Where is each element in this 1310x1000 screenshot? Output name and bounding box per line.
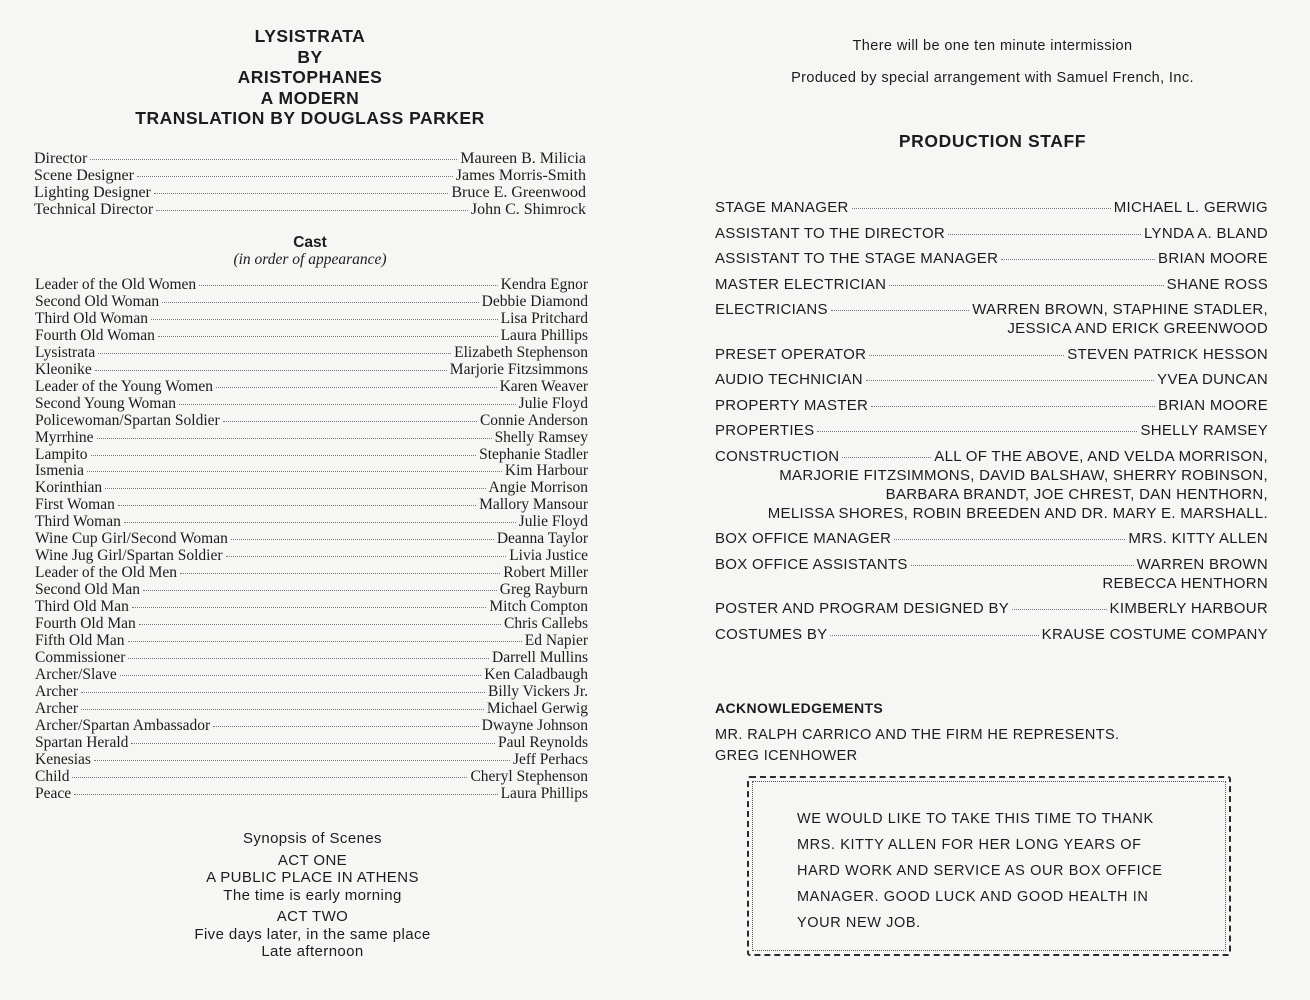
dotted-leader <box>866 380 1154 381</box>
role-label: Archer/Slave <box>35 665 117 683</box>
role-label: Wine Cup Girl/Second Woman <box>35 530 228 548</box>
dotted-leader <box>98 353 451 354</box>
program-notes <box>710 30 1275 94</box>
cast-row <box>35 735 588 752</box>
role-label: Korinthian <box>35 479 103 497</box>
staff-entry <box>715 555 1268 593</box>
person-name: SHANE ROSS <box>1166 275 1268 293</box>
person-name: Shelly Ramsey <box>494 428 588 446</box>
role-label: Leader of the Old Men <box>35 564 178 582</box>
act-one-place: A PUBLIC PLACE IN ATHENS <box>206 869 419 886</box>
person-name: Julie Floyd <box>518 394 588 412</box>
person-name: Debbie Diamond <box>481 292 588 310</box>
staff-entry <box>715 421 1268 440</box>
dotted-leader <box>120 675 481 676</box>
credit-row <box>34 184 586 201</box>
dotted-leader <box>158 336 498 337</box>
act-two-place: Five days later, in the same place <box>194 925 431 943</box>
cast-row <box>35 667 588 684</box>
cast-row <box>35 328 588 345</box>
dotted-leader <box>94 760 510 761</box>
role-label: ASSISTANT TO THE DIRECTOR <box>715 224 946 242</box>
staff-row <box>715 300 1268 319</box>
role-label: Fourth Old Man <box>35 615 136 633</box>
title-line: BY <box>297 46 323 67</box>
role-label: COSTUMES BY <box>715 625 828 643</box>
role-label: BOX OFFICE ASSISTANTS <box>715 555 908 573</box>
dotted-leader <box>226 556 507 557</box>
person-name: STEVEN PATRICK HESSON <box>1067 345 1268 363</box>
person-name: Jeff Perhacs <box>512 750 588 768</box>
role-label: MASTER ELECTRICIAN <box>715 275 887 293</box>
role-label: BOX OFFICE MANAGER <box>715 530 892 547</box>
staff-row <box>715 370 1268 389</box>
act-one-label: ACT ONE <box>277 851 348 869</box>
person-name: KRAUSE COSTUME COMPANY <box>1041 625 1268 643</box>
role-label: Myrrhine <box>35 428 94 446</box>
cast-row <box>35 480 588 497</box>
staff-row <box>715 345 1268 364</box>
dotted-leader <box>231 539 494 540</box>
person-name: Connie Anderson <box>479 411 588 429</box>
person-name: Laura Phillips <box>500 326 588 344</box>
person-name: Deanna Taylor <box>496 530 588 548</box>
person-name: Paul Reynolds <box>498 733 588 751</box>
role-label: Spartan Herald <box>35 733 129 751</box>
dotted-leader <box>180 573 500 574</box>
act-two-time: Late afternoon <box>261 943 364 960</box>
acknowledgement-line: MR. RALPH CARRICO AND THE FIRM HE REPRESENTS. <box>715 727 1120 743</box>
cast-row <box>35 582 588 599</box>
role-label: Archer <box>35 682 79 700</box>
cast-row <box>35 345 588 362</box>
role-label: Second Young Woman <box>35 394 176 412</box>
staff-entry <box>715 198 1268 217</box>
act-one-time: The time is early morning <box>223 886 402 904</box>
dotted-leader <box>213 726 478 727</box>
role-label: POSTER AND PROGRAM DESIGNED BY <box>715 600 1010 617</box>
dotted-leader <box>156 210 468 211</box>
cast-title: Cast <box>293 234 327 251</box>
cast-row <box>35 294 588 311</box>
dotted-leader <box>894 539 1125 540</box>
cast-row <box>35 430 588 447</box>
dotted-leader <box>216 387 497 388</box>
cast-row <box>35 277 588 294</box>
cast-row <box>35 701 588 718</box>
person-name: Lisa Pritchard <box>500 309 588 327</box>
synopsis-of-scenes <box>150 830 475 961</box>
staff-row <box>715 447 1268 466</box>
role-label: First Woman <box>35 496 115 514</box>
role-label: PRESET OPERATOR <box>715 345 867 363</box>
person-name: Julie Floyd <box>518 513 588 531</box>
role-label: PROPERTY MASTER <box>715 396 869 414</box>
dotted-leader <box>911 565 1134 566</box>
staff-entry <box>715 249 1268 268</box>
person-name: Elizabeth Stephenson <box>454 343 588 361</box>
cast-subtitle: (in order of appearance) <box>233 251 387 268</box>
person-name: ALL OF THE ABOVE, AND VELDA MORRISON, <box>934 447 1268 465</box>
cast-row <box>35 531 588 548</box>
title-line: A MODERN <box>260 87 360 108</box>
person-name: BRIAN MOORE <box>1158 250 1268 267</box>
production-staff-list <box>715 198 1268 650</box>
credit-row <box>34 201 586 218</box>
cast-row <box>35 311 588 328</box>
dotted-leader <box>143 590 497 591</box>
person-name: Dwayne Johnson <box>481 716 588 734</box>
person-name: Marjorie Fitzsimmons <box>449 360 588 378</box>
person-name: Ed Napier <box>524 632 588 650</box>
cast-row <box>35 379 588 396</box>
person-name: Michael Gerwig <box>486 699 588 717</box>
person-name: KIMBERLY HARBOUR <box>1109 600 1268 617</box>
dotted-leader <box>831 310 969 311</box>
dotted-leader <box>132 607 487 608</box>
cast-row <box>35 786 588 803</box>
acknowledgement-line: GREG ICENHOWER <box>715 748 858 764</box>
role-label: Lysistrata <box>35 343 96 361</box>
person-name: BRIAN MOORE <box>1158 396 1268 414</box>
credit-row <box>34 167 586 184</box>
cast-row <box>35 718 588 735</box>
cast-row <box>35 497 588 514</box>
left-page <box>0 0 640 1000</box>
staff-row <box>715 198 1268 217</box>
dotted-leader <box>131 743 495 744</box>
staff-continuation: REBECCA HENTHORN <box>1102 574 1268 592</box>
thank-you-line: YOUR NEW JOB. <box>797 915 921 931</box>
dotted-leader <box>852 208 1111 209</box>
person-name: SHELLY RAMSEY <box>1140 422 1268 439</box>
person-name: Angie Morrison <box>488 479 588 497</box>
role-label: Second Old Woman <box>35 292 160 310</box>
person-name: Kim Harbour <box>504 462 588 480</box>
play-title <box>120 26 500 129</box>
dotted-leader <box>869 355 1064 356</box>
dotted-leader <box>118 505 476 506</box>
cast-row <box>35 548 588 565</box>
cast-row <box>35 650 588 667</box>
thank-you-line: WE WOULD LIKE TO TAKE THIS TIME TO THANK <box>797 811 1154 827</box>
person-name: WARREN BROWN, STAPHINE STADLER, <box>972 301 1268 318</box>
person-name: Billy Vickers Jr. <box>488 682 588 700</box>
staff-row <box>715 224 1268 243</box>
staff-entry <box>715 625 1268 644</box>
staff-entry <box>715 396 1268 415</box>
person-name: LYNDA A. BLAND <box>1144 224 1268 242</box>
dotted-leader <box>74 794 497 795</box>
person-name: Greg Rayburn <box>499 581 588 599</box>
thank-you-line: MRS. KITTY ALLEN FOR HER LONG YEARS OF <box>797 837 1142 853</box>
staff-row <box>715 396 1268 415</box>
cast-row <box>35 565 588 582</box>
staff-row <box>715 599 1268 618</box>
person-name: YVEA DUNCAN <box>1157 371 1268 388</box>
role-label: STAGE MANAGER <box>715 199 849 216</box>
cast-row <box>35 463 588 480</box>
cast-row <box>35 616 588 633</box>
role-label: Third Old Man <box>35 598 129 616</box>
person-name: WARREN BROWN <box>1136 555 1268 573</box>
dotted-leader <box>842 457 931 458</box>
staff-row <box>715 555 1268 574</box>
dotted-leader <box>223 421 477 422</box>
dotted-leader <box>199 285 497 286</box>
dotted-leader <box>1001 259 1155 260</box>
person-name: Mallory Mansour <box>479 496 588 514</box>
acknowledgements-title: ACKNOWLEDGEMENTS <box>715 700 884 716</box>
staff-row <box>715 275 1268 294</box>
acknowledgements-body <box>715 725 1119 767</box>
role-label: Fifth Old Man <box>35 632 125 650</box>
role-label: Archer/Spartan Ambassador <box>35 716 211 734</box>
cast-row <box>35 684 588 701</box>
dotted-leader <box>830 635 1038 636</box>
person-name: Maureen B. Milicia <box>460 150 586 167</box>
staff-entry <box>715 529 1268 548</box>
dotted-leader <box>154 193 449 194</box>
dotted-leader <box>95 370 447 371</box>
role-label: Wine Jug Girl/Spartan Soldier <box>35 547 223 565</box>
person-name: Mitch Compton <box>489 598 588 616</box>
person-name: Bruce E. Greenwood <box>451 184 586 201</box>
act-two-label: ACT TWO <box>276 908 349 925</box>
cast-row <box>35 396 588 413</box>
staff-entry <box>715 224 1268 243</box>
role-label: Lighting Designer <box>34 184 151 201</box>
dotted-leader <box>889 285 1163 286</box>
person-name: MRS. KITTY ALLEN <box>1128 530 1268 547</box>
creative-credits <box>34 150 586 218</box>
role-label: Ismenia <box>35 462 85 480</box>
dotted-leader <box>128 641 522 642</box>
person-name: Chris Callebs <box>504 615 588 633</box>
staff-row <box>715 529 1268 548</box>
staff-row <box>715 421 1268 440</box>
dotted-leader <box>91 455 477 456</box>
dotted-leader <box>90 159 457 160</box>
role-label: Leader of the Old Women <box>35 276 197 293</box>
thank-you-box <box>747 776 1231 956</box>
person-name: Robert Miller <box>503 564 588 582</box>
role-label: Third Woman <box>35 513 121 531</box>
role-label: ELECTRICIANS <box>715 301 828 318</box>
person-name: MICHAEL L. GERWIG <box>1113 199 1268 216</box>
cast-row <box>35 752 588 769</box>
dotted-leader <box>105 488 485 489</box>
dotted-leader <box>87 471 502 472</box>
cast-row <box>35 599 588 616</box>
arrangement-note: Produced by special arrangement with Samuel French, Inc. <box>791 70 1194 86</box>
cast-heading <box>34 234 586 268</box>
role-label: Child <box>35 767 70 785</box>
staff-continuation: JESSICA AND ERICK GREENWOOD <box>1007 320 1268 337</box>
staff-continuation: MELISSA SHORES, ROBIN BREEDEN AND DR. MARY E. MARSHALL. <box>767 504 1268 522</box>
dotted-leader <box>871 406 1155 407</box>
person-name: Ken Caladbaugh <box>484 665 588 683</box>
staff-continuation: BARBARA BRANDT, JOE CHREST, DAN HENTHORN, <box>885 485 1268 503</box>
person-name: Kendra Egnor <box>500 276 588 293</box>
dotted-leader <box>1012 609 1106 610</box>
cast-row <box>35 514 588 531</box>
person-name: James Morris-Smith <box>455 167 586 184</box>
staff-entry <box>715 345 1268 364</box>
dotted-leader <box>179 404 516 405</box>
person-name: Darrell Mullins <box>492 648 588 666</box>
right-page <box>660 0 1310 1000</box>
staff-entry <box>715 275 1268 294</box>
dotted-leader <box>124 522 516 523</box>
cast-list <box>35 277 588 803</box>
staff-entry <box>715 447 1268 523</box>
title-line: TRANSLATION BY DOUGLASS PARKER <box>135 108 485 128</box>
dotted-leader <box>128 658 489 659</box>
thank-you-line: HARD WORK AND SERVICE AS OUR BOX OFFICE <box>797 863 1163 879</box>
dotted-leader <box>81 692 485 693</box>
role-label: PROPERTIES <box>715 422 815 439</box>
dotted-leader <box>162 302 478 303</box>
role-label: Lampito <box>35 445 88 463</box>
dotted-leader <box>817 431 1137 432</box>
cast-row <box>35 447 588 464</box>
role-label: Archer <box>35 699 79 717</box>
role-label: Fourth Old Woman <box>35 326 155 344</box>
dotted-leader <box>948 234 1141 235</box>
production-staff-title: PRODUCTION STAFF <box>898 131 1087 151</box>
role-label: Leader of the Young Women <box>35 377 213 395</box>
cast-row <box>35 769 588 786</box>
role-label: Second Old Man <box>35 581 141 599</box>
role-label: CONSTRUCTION <box>715 447 840 465</box>
staff-continuation: MARJORIE FITZSIMMONS, DAVID BALSHAW, SHERRY ROBINSON, <box>779 466 1268 484</box>
title-line: ARISTOPHANES <box>237 67 383 87</box>
thank-you-message <box>797 806 1189 936</box>
cast-row <box>35 413 588 430</box>
dotted-leader <box>137 176 453 177</box>
person-name: Stephanie Stadler <box>479 445 588 463</box>
staff-row <box>715 625 1268 644</box>
person-name: Cheryl Stephenson <box>470 767 588 785</box>
role-label: Policewoman/Spartan Soldier <box>35 411 220 429</box>
role-label: Commissioner <box>35 648 126 666</box>
role-label: Peace <box>35 784 72 802</box>
dotted-leader <box>97 438 492 439</box>
dotted-leader <box>151 319 498 320</box>
role-label: Director <box>34 150 88 167</box>
staff-row <box>715 249 1268 268</box>
cast-row <box>35 362 588 379</box>
role-label: Kleonike <box>35 360 92 378</box>
synopsis-title: Synopsis of Scenes <box>243 830 382 847</box>
role-label: Technical Director <box>34 201 154 218</box>
role-label: Third Old Woman <box>35 309 148 327</box>
staff-entry <box>715 599 1268 618</box>
staff-entry <box>715 300 1268 338</box>
thank-you-line: MANAGER. GOOD LUCK AND GOOD HEALTH IN <box>797 889 1149 905</box>
dotted-leader <box>72 777 467 778</box>
person-name: Livia Justice <box>509 547 588 565</box>
person-name: Laura Phillips <box>500 784 588 802</box>
role-label: Kenesias <box>35 750 91 768</box>
dotted-leader <box>139 624 501 625</box>
role-label: Scene Designer <box>34 167 134 184</box>
person-name: Karen Weaver <box>499 377 588 395</box>
role-label: AUDIO TECHNICIAN <box>715 371 863 388</box>
title-line: LYSISTRATA <box>254 26 366 46</box>
intermission-note: There will be one ten minute intermission <box>852 38 1133 54</box>
person-name: John C. Shimrock <box>470 201 586 218</box>
credit-row <box>34 150 586 167</box>
dotted-leader <box>81 709 484 710</box>
staff-entry <box>715 370 1268 389</box>
cast-row <box>35 633 588 650</box>
role-label: ASSISTANT TO THE STAGE MANAGER <box>715 250 999 267</box>
